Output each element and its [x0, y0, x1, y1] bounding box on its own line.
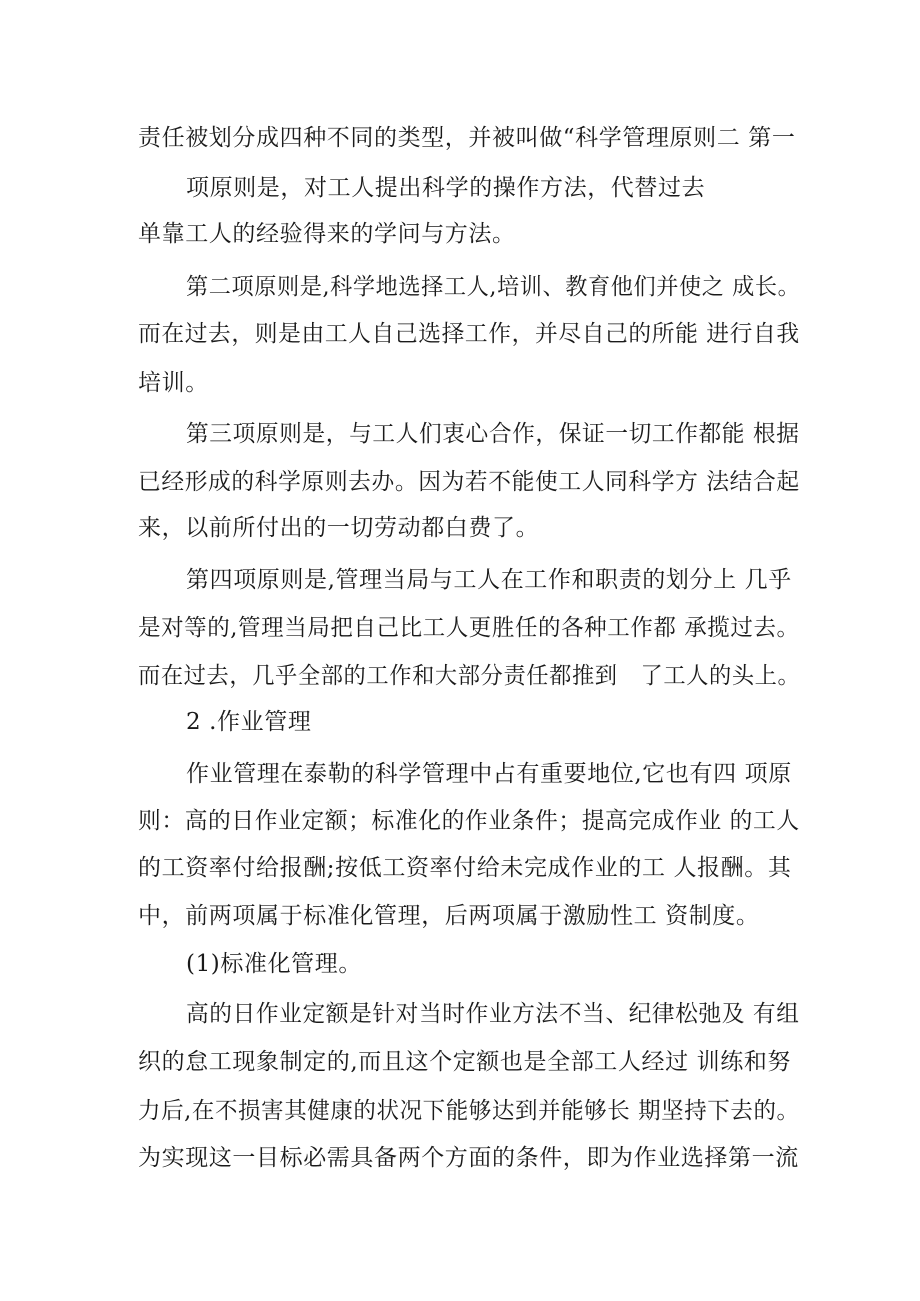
text-line: 培训。	[138, 370, 209, 396]
text-line: 则：高的日作业定额；标准化的作业条件；提高完成作业 的工人	[138, 808, 800, 834]
text-line: 为实现这一目标必需具备两个方面的条件，即为作业选择第一流	[138, 1145, 799, 1171]
text-line: 已经形成的科学原则去办。因为若不能使工人同科学方 法结合起	[138, 469, 800, 495]
text-line: 而在过去，则是由工人自己选择工作，并尽自己的所能 进行自我	[138, 321, 800, 347]
text-line: 第四项原则是,管理当局与工人在工作和职责的划分上 几乎	[186, 567, 792, 593]
text-line: 高的日作业定额是针对当时作业方法不当、纪律松弛及 有组	[186, 1001, 800, 1027]
text-line: 项原则是，对工人提出科学的操作方法，代替过去	[186, 175, 706, 201]
text-line: 的工资率付给报酬;按低工资率付给未完成作业的工 人报酬。其	[138, 855, 792, 881]
text-line: 第三项原则是，与工人们衷心合作，保证一切工作都能 根据	[186, 421, 800, 447]
text-line: 是对等的,管理当局把自己比工人更胜任的各种工作都 承揽过去。	[138, 615, 800, 641]
text-line: 作业管理在泰勒的科学管理中占有重要地位,它也有四 项原	[186, 761, 792, 787]
text-line: 中，前两项属于标准化管理，后两项属于激励性工 资制度。	[138, 903, 760, 929]
text-line: 第二项原则是,科学地选择工人,培训、教育他们并使之 成长。	[186, 274, 801, 300]
subsection-heading: (1)标准化管理。	[186, 951, 362, 977]
text-line: 织的怠工现象制定的,而且这个定额也是全部工人经过 训练和努	[138, 1049, 792, 1075]
text-line: 单靠工人的经验得来的学问与方法。	[138, 221, 516, 247]
section-heading: 2 .作业管理	[186, 709, 312, 735]
text-line: 责任被划分成四种不同的类型，并被叫做“科学管理原则二 第一	[138, 125, 796, 151]
text-line: 来，以前所付出的一切劳动都白费了。	[138, 515, 540, 541]
text-line: 而在过去，几乎全部的工作和大部分责任都推到 了工人的头上。	[138, 663, 801, 689]
text-line: 力后,在不损害其健康的状况下能够达到并能够长 期坚持下去的。	[138, 1098, 800, 1124]
